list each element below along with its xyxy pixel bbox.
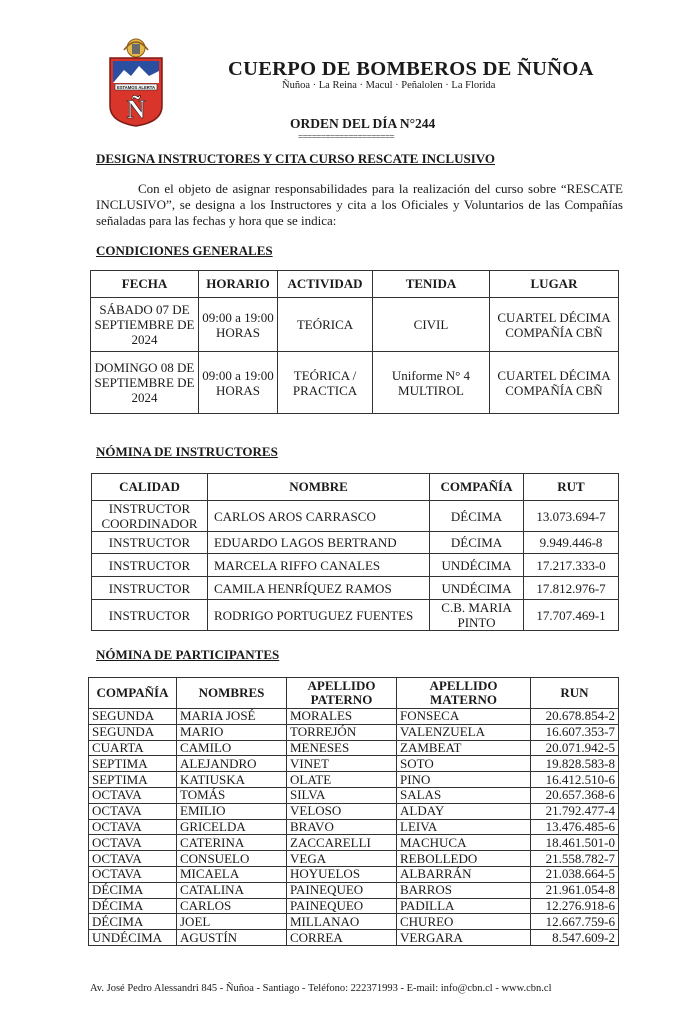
- intro-paragraph: [96, 181, 623, 229]
- table-cell: ALDAY: [397, 803, 531, 819]
- instructors-heading: NÓMINA DE INSTRUCTORES: [96, 444, 278, 459]
- intro-text: Con el objeto de asignar responsabilidades para la realización del curso sobre “RESCATE INCLUSIVO”, se designa a los Instructores y cita a los Oficiales y Voluntarios de las Compañías señaladas para las fechas y hora que se indica:: [96, 181, 623, 228]
- table-cell: 13.476.485-6: [531, 819, 619, 835]
- table-cell: CAMILO: [177, 740, 287, 756]
- table-cell: HOYUELOS: [287, 866, 397, 882]
- table-row: [89, 866, 619, 882]
- table-cell: SEPTIMA: [89, 756, 177, 772]
- table-row: [89, 851, 619, 867]
- conditions-heading: CONDICIONES GENERALES: [96, 243, 273, 258]
- table-cell: MACHUCA: [397, 835, 531, 851]
- table-cell: KATIUSKA: [177, 772, 287, 788]
- table-row: [89, 709, 619, 725]
- table-cell: OCTAVA: [89, 835, 177, 851]
- table-cell: RODRIGO PORTUGUEZ FUENTES: [208, 600, 430, 631]
- table-row: [89, 898, 619, 914]
- table-cell: 21.558.782-7: [531, 851, 619, 867]
- table-cell: DÉCIMA: [89, 914, 177, 930]
- table-cell: EDUARDO LAGOS BERTRAND: [208, 532, 430, 554]
- table-cell: 16.607.353-7: [531, 724, 619, 740]
- table-cell: VALENZUELA: [397, 724, 531, 740]
- table-cell: INSTRUCTOR: [92, 554, 208, 577]
- table-cell: DÉCIMA: [430, 532, 524, 554]
- instructors-table: [91, 473, 619, 631]
- table-cell: MARIO: [177, 724, 287, 740]
- table-cell: MORALES: [287, 709, 397, 725]
- column-header: RUN: [531, 678, 619, 709]
- column-header: FECHA: [91, 271, 199, 298]
- table-row: [89, 772, 619, 788]
- table-cell: C.B. MARIA PINTO: [430, 600, 524, 631]
- table-cell: ALEJANDRO: [177, 756, 287, 772]
- order-title: ORDEN DEL DÍA N°244: [290, 116, 436, 131]
- table-cell: OCTAVA: [89, 803, 177, 819]
- participants-table: [88, 677, 619, 946]
- table-header-row: [91, 271, 619, 298]
- table-cell: OCTAVA: [89, 866, 177, 882]
- column-header: APELLIDO MATERNO: [397, 678, 531, 709]
- table-cell: MENESES: [287, 740, 397, 756]
- column-header: COMPAÑÍA: [430, 474, 524, 501]
- table-cell: INSTRUCTOR: [92, 532, 208, 554]
- table-cell: VELOSO: [287, 803, 397, 819]
- table-cell: CAMILA HENRÍQUEZ RAMOS: [208, 577, 430, 600]
- table-header-row: [89, 678, 619, 709]
- table-cell: 17.812.976-7: [524, 577, 619, 600]
- table-cell: JOEL: [177, 914, 287, 930]
- table-cell: UNDÉCIMA: [430, 554, 524, 577]
- table-cell: OCTAVA: [89, 851, 177, 867]
- table-cell: SEGUNDA: [89, 709, 177, 725]
- column-header: RUT: [524, 474, 619, 501]
- table-cell: TEÓRICA / PRACTICA: [278, 352, 373, 414]
- table-row: [89, 914, 619, 930]
- table-cell: TOMÁS: [177, 787, 287, 803]
- table-cell: PAINEQUEO: [287, 882, 397, 898]
- table-cell: SALAS: [397, 787, 531, 803]
- table-cell: OCTAVA: [89, 787, 177, 803]
- table-cell: CATERINA: [177, 835, 287, 851]
- table-cell: OLATE: [287, 772, 397, 788]
- table-cell: DÉCIMA: [89, 898, 177, 914]
- table-cell: OCTAVA: [89, 819, 177, 835]
- column-header: ACTIVIDAD: [278, 271, 373, 298]
- table-cell: DOMINGO 08 DE SEPTIEMBRE DE 2024: [91, 352, 199, 414]
- table-cell: 17.217.333-0: [524, 554, 619, 577]
- table-cell: VEGA: [287, 851, 397, 867]
- table-cell: MARIA JOSÉ: [177, 709, 287, 725]
- column-header: NOMBRES: [177, 678, 287, 709]
- org-name: CUERPO DE BOMBEROS DE ÑUÑOA: [228, 58, 594, 80]
- table-cell: AGUSTÍN: [177, 930, 287, 946]
- table-cell: CUARTA: [89, 740, 177, 756]
- table-cell: DÉCIMA: [89, 882, 177, 898]
- table-cell: REBOLLEDO: [397, 851, 531, 867]
- table-cell: CARLOS: [177, 898, 287, 914]
- table-cell: ZACCARELLI: [287, 835, 397, 851]
- table-cell: CHUREO: [397, 914, 531, 930]
- table-cell: BARROS: [397, 882, 531, 898]
- table-cell: ZAMBEAT: [397, 740, 531, 756]
- order-underline: =====================: [298, 132, 395, 142]
- column-header: TENIDA: [373, 271, 490, 298]
- table-cell: 12.276.918-6: [531, 898, 619, 914]
- table-cell: VINET: [287, 756, 397, 772]
- table-row: [91, 352, 619, 414]
- table-cell: VERGARA: [397, 930, 531, 946]
- table-cell: 21.961.054-8: [531, 882, 619, 898]
- table-row: [92, 554, 619, 577]
- subject-heading: DESIGNA INSTRUCTORES Y CITA CURSO RESCATE INCLUSIVO: [96, 151, 495, 166]
- table-cell: CATALINA: [177, 882, 287, 898]
- table-cell: 18.461.501-0: [531, 835, 619, 851]
- logo-motto: ESTAMOS ALERTA: [116, 85, 156, 90]
- table-row: [89, 835, 619, 851]
- table-cell: UNDÉCIMA: [89, 930, 177, 946]
- column-header: APELLIDO PATERNO: [287, 678, 397, 709]
- fire-brigade-logo: [106, 36, 166, 128]
- table-cell: 13.073.694-7: [524, 501, 619, 532]
- table-cell: FONSECA: [397, 709, 531, 725]
- logo-letter: Ñ: [126, 95, 146, 124]
- table-cell: 21.038.664-5: [531, 866, 619, 882]
- participants-rows: [89, 709, 619, 946]
- table-cell: Uniforme N° 4 MULTIROL: [373, 352, 490, 414]
- table-cell: 9.949.446-8: [524, 532, 619, 554]
- conditions-table: [90, 270, 619, 414]
- table-row: [89, 724, 619, 740]
- table-cell: 8.547.609-2: [531, 930, 619, 946]
- table-cell: GRICELDA: [177, 819, 287, 835]
- table-cell: INSTRUCTOR: [92, 600, 208, 631]
- table-cell: CONSUELO: [177, 851, 287, 867]
- table-cell: 20.678.854-2: [531, 709, 619, 725]
- table-row: [89, 819, 619, 835]
- column-header: NOMBRE: [208, 474, 430, 501]
- table-row: [89, 803, 619, 819]
- table-row: [89, 756, 619, 772]
- table-cell: SÁBADO 07 DE SEPTIEMBRE DE 2024: [91, 298, 199, 352]
- table-cell: 20.071.942-5: [531, 740, 619, 756]
- table-cell: MICAELA: [177, 866, 287, 882]
- table-cell: EMILIO: [177, 803, 287, 819]
- table-cell: SEGUNDA: [89, 724, 177, 740]
- table-row: [92, 577, 619, 600]
- footer-contact: Av. José Pedro Alessandri 845 - Ñuñoa - Santiago - Teléfono: 222371993 - E-mail: info@cbn.cl - www.cbn.cl: [90, 983, 552, 994]
- table-header-row: [92, 474, 619, 501]
- table-row: [89, 740, 619, 756]
- column-header: CALIDAD: [92, 474, 208, 501]
- table-cell: DÉCIMA: [430, 501, 524, 532]
- table-cell: LEIVA: [397, 819, 531, 835]
- table-cell: TORREJÓN: [287, 724, 397, 740]
- table-cell: 19.828.583-8: [531, 756, 619, 772]
- table-cell: SILVA: [287, 787, 397, 803]
- table-cell: 21.792.477-4: [531, 803, 619, 819]
- table-row: [89, 930, 619, 946]
- table-cell: INSTRUCTOR COORDINADOR: [92, 501, 208, 532]
- table-cell: PINO: [397, 772, 531, 788]
- org-communes: Ñuñoa · La Reina · Macul · Peñalolen · La Florida: [282, 80, 496, 91]
- table-cell: 20.657.368-6: [531, 787, 619, 803]
- column-header: LUGAR: [490, 271, 619, 298]
- table-cell: CIVIL: [373, 298, 490, 352]
- table-row: [92, 532, 619, 554]
- table-row: [91, 298, 619, 352]
- participants-heading: NÓMINA DE PARTICIPANTES: [96, 647, 280, 662]
- table-cell: 09:00 a 19:00 HORAS: [199, 352, 278, 414]
- table-cell: ALBARRÁN: [397, 866, 531, 882]
- table-cell: MARCELA RIFFO CANALES: [208, 554, 430, 577]
- table-cell: 17.707.469-1: [524, 600, 619, 631]
- table-cell: PADILLA: [397, 898, 531, 914]
- table-cell: TEÓRICA: [278, 298, 373, 352]
- table-row: [89, 882, 619, 898]
- table-cell: CUARTEL DÉCIMA COMPAÑÍA CBÑ: [490, 298, 619, 352]
- table-cell: 16.412.510-6: [531, 772, 619, 788]
- table-cell: PAINEQUEO: [287, 898, 397, 914]
- table-cell: BRAVO: [287, 819, 397, 835]
- table-cell: SOTO: [397, 756, 531, 772]
- table-cell: INSTRUCTOR: [92, 577, 208, 600]
- table-cell: 09:00 a 19:00 HORAS: [199, 298, 278, 352]
- table-cell: UNDÉCIMA: [430, 577, 524, 600]
- table-cell: CORREA: [287, 930, 397, 946]
- table-cell: MILLANAO: [287, 914, 397, 930]
- table-cell: CARLOS AROS CARRASCO: [208, 501, 430, 532]
- table-row: [92, 600, 619, 631]
- table-row: [92, 501, 619, 532]
- table-cell: CUARTEL DÉCIMA COMPAÑÍA CBÑ: [490, 352, 619, 414]
- table-cell: SEPTIMA: [89, 772, 177, 788]
- table-row: [89, 787, 619, 803]
- column-header: HORARIO: [199, 271, 278, 298]
- table-cell: 12.667.759-6: [531, 914, 619, 930]
- column-header: COMPAÑÍA: [89, 678, 177, 709]
